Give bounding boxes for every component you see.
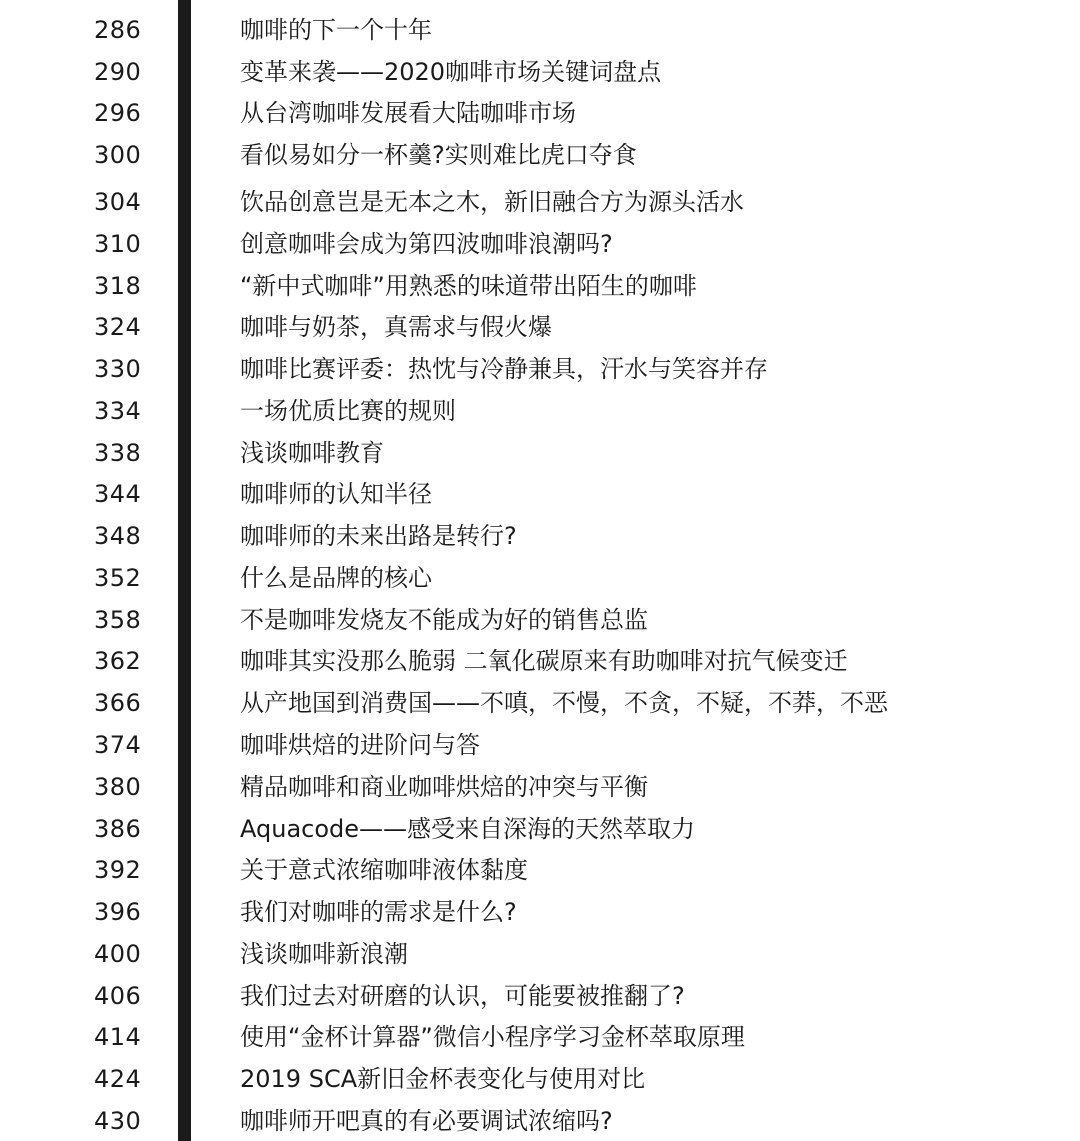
entry-title: 咖啡师的认知半径 — [240, 480, 432, 508]
toc-entry[interactable] — [0, 52, 1080, 92]
page-number: 338 — [94, 439, 142, 467]
page-number: 362 — [94, 647, 142, 675]
page-number: 296 — [94, 99, 142, 127]
entry-title: 创意咖啡会成为第四波咖啡浪潮吗? — [240, 230, 613, 258]
page-number: 406 — [94, 982, 142, 1010]
entry-title: 变革来袭——2020咖啡市场关键词盘点 — [240, 58, 662, 86]
page-number: 348 — [94, 522, 142, 550]
page-number: 290 — [94, 58, 142, 86]
toc-entry[interactable] — [0, 1059, 1080, 1099]
entry-title: “新中式咖啡”用熟悉的味道带出陌生的咖啡 — [240, 272, 697, 300]
entry-title: 一场优质比赛的规则 — [240, 397, 456, 425]
toc-entry[interactable] — [0, 976, 1080, 1016]
entry-title: 咖啡的下一个十年 — [240, 16, 432, 44]
page-number: 334 — [94, 397, 142, 425]
toc-entry[interactable] — [0, 641, 1080, 681]
toc-entry[interactable] — [0, 683, 1080, 723]
toc-entry[interactable] — [0, 600, 1080, 640]
entry-title: 不是咖啡发烧友不能成为好的销售总监 — [240, 606, 648, 634]
toc-entry[interactable] — [0, 516, 1080, 556]
page-number: 324 — [94, 313, 142, 341]
toc-entry[interactable] — [0, 767, 1080, 807]
page-number: 424 — [94, 1065, 142, 1093]
page-number: 286 — [94, 16, 142, 44]
entry-title: 饮品创意岂是无本之木，新旧融合方为源头活水 — [240, 188, 744, 216]
page-number: 304 — [94, 188, 142, 216]
page-number: 358 — [94, 606, 142, 634]
entry-title: 我们过去对研磨的认识，可能要被推翻了? — [240, 982, 685, 1010]
toc-entry[interactable] — [0, 474, 1080, 514]
page-number: 430 — [94, 1107, 142, 1135]
page-number: 380 — [94, 773, 142, 801]
page-number: 374 — [94, 731, 142, 759]
toc-entry[interactable] — [0, 135, 1080, 175]
toc-entry[interactable] — [0, 1101, 1080, 1141]
toc-entry[interactable] — [0, 10, 1080, 50]
page-number: 366 — [94, 689, 142, 717]
toc-entry[interactable] — [0, 558, 1080, 598]
entry-title: 精品咖啡和商业咖啡烘焙的冲突与平衡 — [240, 773, 648, 801]
toc-entry[interactable] — [0, 1017, 1080, 1057]
toc-entry[interactable] — [0, 850, 1080, 890]
toc-entry[interactable] — [0, 725, 1080, 765]
toc-entry[interactable] — [0, 433, 1080, 473]
page-number: 414 — [94, 1023, 142, 1051]
entry-title: Aquacode——感受来自深海的天然萃取力 — [240, 815, 696, 843]
page-number: 386 — [94, 815, 142, 843]
entry-title: 2019 SCA新旧金杯表变化与使用对比 — [240, 1065, 646, 1093]
page-number: 310 — [94, 230, 142, 258]
entry-title: 什么是品牌的核心 — [240, 564, 432, 592]
entry-title: 咖啡师开吧真的有必要调试浓缩吗? — [240, 1107, 613, 1135]
entry-title: 咖啡其实没那么脆弱 二氧化碳原来有助咖啡对抗气候变迁 — [240, 647, 848, 675]
toc-entry[interactable] — [0, 93, 1080, 133]
entry-title: 咖啡比赛评委：热忱与冷静兼具，汗水与笑容并存 — [240, 355, 768, 383]
entry-title: 浅谈咖啡教育 — [240, 439, 384, 467]
entry-title: 看似易如分一杯羹?实则难比虎口夺食 — [240, 141, 637, 169]
entry-title: 使用“金杯计算器”微信小程序学习金杯萃取原理 — [240, 1023, 745, 1051]
page-number: 344 — [94, 480, 142, 508]
page-number: 392 — [94, 856, 142, 884]
entry-title: 咖啡烘焙的进阶问与答 — [240, 731, 480, 759]
toc-entry[interactable] — [0, 224, 1080, 264]
toc-entry[interactable] — [0, 809, 1080, 849]
toc-entry[interactable] — [0, 892, 1080, 932]
toc-entry[interactable] — [0, 307, 1080, 347]
page-number: 330 — [94, 355, 142, 383]
entry-title: 咖啡与奶茶，真需求与假火爆 — [240, 313, 552, 341]
page-number: 396 — [94, 898, 142, 926]
entry-title: 从台湾咖啡发展看大陆咖啡市场 — [240, 99, 576, 127]
entry-title: 浅谈咖啡新浪潮 — [240, 940, 408, 968]
page-number: 400 — [94, 940, 142, 968]
toc-entry[interactable] — [0, 266, 1080, 306]
toc-entry[interactable] — [0, 934, 1080, 974]
entry-title: 从产地国到消费国——不嗔，不慢，不贪，不疑，不莽，不恶 — [240, 689, 888, 717]
toc-entry[interactable] — [0, 349, 1080, 389]
entry-title: 我们对咖啡的需求是什么? — [240, 898, 517, 926]
entry-title: 关于意式浓缩咖啡液体黏度 — [240, 856, 528, 884]
page-number: 300 — [94, 141, 142, 169]
page-number: 318 — [94, 272, 142, 300]
toc-entry[interactable] — [0, 391, 1080, 431]
toc-entry[interactable] — [0, 182, 1080, 222]
page-number: 352 — [94, 564, 142, 592]
entry-title: 咖啡师的未来出路是转行? — [240, 522, 517, 550]
